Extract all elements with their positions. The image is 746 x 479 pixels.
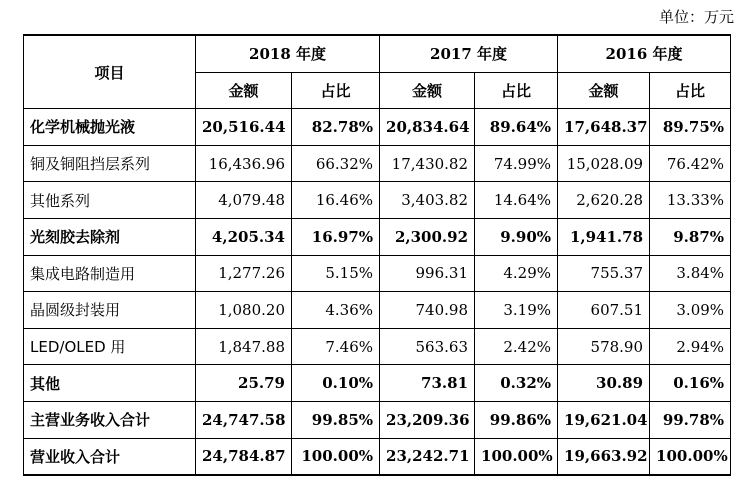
amount-cell: 17,430.82	[380, 145, 475, 182]
amount-cell: 24,784.87	[196, 438, 292, 475]
ratio-cell: 16.46%	[292, 182, 380, 219]
amount-cell: 4,205.34	[196, 218, 292, 255]
amount-cell: 16,436.96	[196, 145, 292, 182]
ratio-cell: 89.64%	[475, 109, 558, 146]
amount-cell: 1,080.20	[196, 292, 292, 329]
table-row	[24, 328, 731, 365]
header-amount: 金额	[196, 72, 292, 109]
ratio-cell: 3.19%	[475, 292, 558, 329]
header-amount: 金额	[380, 72, 475, 109]
header-item: 项目	[24, 35, 196, 109]
amount-cell: 1,847.88	[196, 328, 292, 365]
amount-cell: 24,747.58	[196, 401, 292, 438]
row-label: 主营业务收入合计	[24, 401, 196, 438]
table-row	[24, 292, 731, 329]
header-amount: 金额	[558, 72, 650, 109]
row-label: 化学机械抛光液	[24, 109, 196, 146]
row-label: 其他	[24, 365, 196, 402]
table-row	[24, 255, 731, 292]
ratio-cell: 82.78%	[292, 109, 380, 146]
amount-cell: 19,621.04	[558, 401, 650, 438]
ratio-cell: 100.00%	[292, 438, 380, 475]
header-year-2018: 2018 年度	[196, 35, 380, 72]
unit-label: 单位：万元	[658, 8, 734, 26]
header-ratio: 占比	[292, 72, 380, 109]
amount-cell: 23,242.71	[380, 438, 475, 475]
header-year-2017: 2017 年度	[380, 35, 558, 72]
ratio-cell: 3.09%	[650, 292, 731, 329]
row-label: 集成电路制造用	[24, 255, 196, 292]
ratio-cell: 74.99%	[475, 145, 558, 182]
table-body	[24, 109, 731, 475]
amount-cell: 755.37	[558, 255, 650, 292]
ratio-cell: 0.10%	[292, 365, 380, 402]
row-label: 光刻胶去除剂	[24, 218, 196, 255]
amount-cell: 17,648.37	[558, 109, 650, 146]
amount-cell: 25.79	[196, 365, 292, 402]
ratio-cell: 3.84%	[650, 255, 731, 292]
amount-cell: 740.98	[380, 292, 475, 329]
ratio-cell: 76.42%	[650, 145, 731, 182]
ratio-cell: 4.36%	[292, 292, 380, 329]
ratio-cell: 89.75%	[650, 109, 731, 146]
table-row	[24, 109, 731, 146]
ratio-cell: 14.64%	[475, 182, 558, 219]
amount-cell: 15,028.09	[558, 145, 650, 182]
amount-cell: 20,516.44	[196, 109, 292, 146]
header-ratio: 占比	[650, 72, 731, 109]
amount-cell: 578.90	[558, 328, 650, 365]
row-label: 晶圆级封装用	[24, 292, 196, 329]
table-row	[24, 438, 731, 475]
ratio-cell: 0.32%	[475, 365, 558, 402]
ratio-cell: 4.29%	[475, 255, 558, 292]
amount-cell: 4,079.48	[196, 182, 292, 219]
ratio-cell: 9.90%	[475, 218, 558, 255]
amount-cell: 20,834.64	[380, 109, 475, 146]
table-row	[24, 401, 731, 438]
table-row	[24, 365, 731, 402]
amount-cell: 607.51	[558, 292, 650, 329]
table-row	[24, 182, 731, 219]
ratio-cell: 13.33%	[650, 182, 731, 219]
ratio-cell: 100.00%	[650, 438, 731, 475]
amount-cell: 996.31	[380, 255, 475, 292]
ratio-cell: 16.97%	[292, 218, 380, 255]
header-ratio: 占比	[475, 72, 558, 109]
amount-cell: 563.63	[380, 328, 475, 365]
amount-cell: 23,209.36	[380, 401, 475, 438]
ratio-cell: 2.42%	[475, 328, 558, 365]
amount-cell: 19,663.92	[558, 438, 650, 475]
ratio-cell: 5.15%	[292, 255, 380, 292]
amount-cell: 1,277.26	[196, 255, 292, 292]
ratio-cell: 9.87%	[650, 218, 731, 255]
amount-cell: 30.89	[558, 365, 650, 402]
amount-cell: 1,941.78	[558, 218, 650, 255]
ratio-cell: 66.32%	[292, 145, 380, 182]
row-label: 营业收入合计	[24, 438, 196, 475]
row-label: LED/OLED 用	[24, 328, 196, 365]
ratio-cell: 2.94%	[650, 328, 731, 365]
row-label: 铜及铜阻挡层系列	[24, 145, 196, 182]
ratio-cell: 99.78%	[650, 401, 731, 438]
ratio-cell: 100.00%	[475, 438, 558, 475]
table-row	[24, 145, 731, 182]
ratio-cell: 0.16%	[650, 365, 731, 402]
ratio-cell: 7.46%	[292, 328, 380, 365]
row-label: 其他系列	[24, 182, 196, 219]
header-year-2016: 2016 年度	[558, 35, 731, 72]
ratio-cell: 99.85%	[292, 401, 380, 438]
amount-cell: 2,620.28	[558, 182, 650, 219]
amount-cell: 3,403.82	[380, 182, 475, 219]
amount-cell: 2,300.92	[380, 218, 475, 255]
table-row	[24, 218, 731, 255]
amount-cell: 73.81	[380, 365, 475, 402]
ratio-cell: 99.86%	[475, 401, 558, 438]
revenue-table	[23, 34, 731, 476]
